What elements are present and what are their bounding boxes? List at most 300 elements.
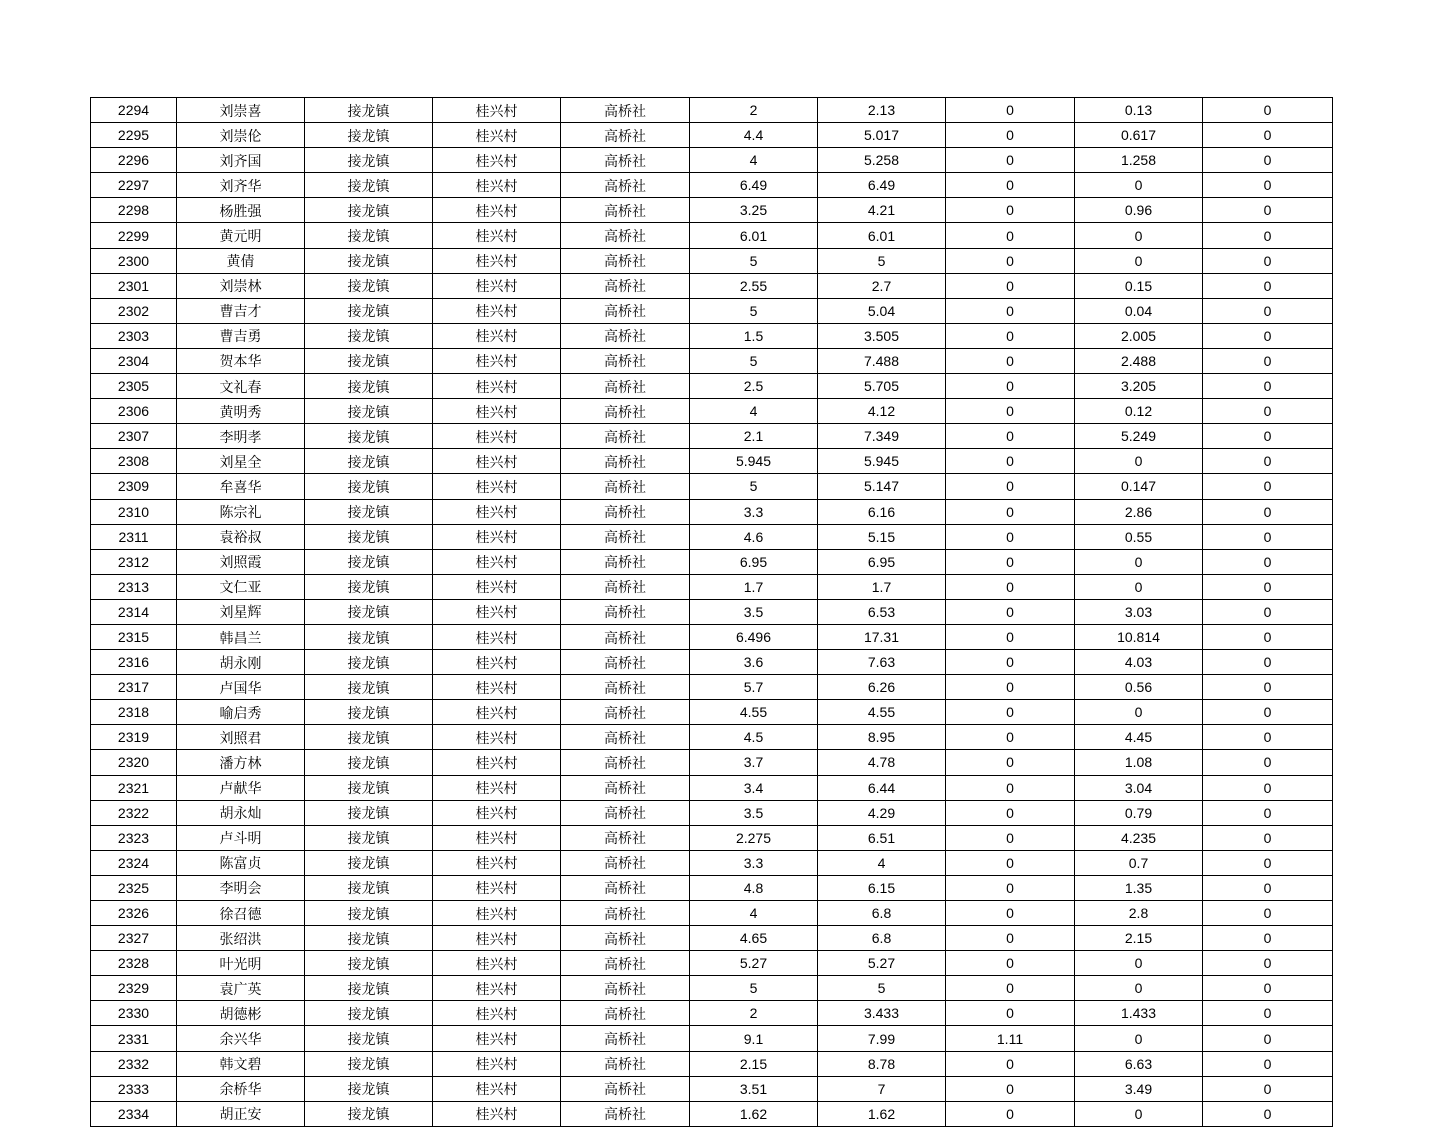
cell-value-e: 0 bbox=[1203, 750, 1333, 775]
cell-value-e: 0 bbox=[1203, 875, 1333, 900]
cell-group: 高桥社 bbox=[561, 273, 690, 298]
cell-value-b: 4.78 bbox=[818, 750, 946, 775]
cell-value-d: 0.79 bbox=[1075, 800, 1203, 825]
cell-value-e: 0 bbox=[1203, 248, 1333, 273]
table-row bbox=[91, 173, 1333, 198]
cell-village: 桂兴村 bbox=[433, 574, 561, 599]
cell-value-d: 0.56 bbox=[1075, 675, 1203, 700]
cell-group: 高桥社 bbox=[561, 775, 690, 800]
cell-name: 喻启秀 bbox=[177, 700, 305, 725]
cell-group: 高桥社 bbox=[561, 173, 690, 198]
cell-village: 桂兴村 bbox=[433, 173, 561, 198]
cell-value-a: 5 bbox=[690, 976, 818, 1001]
cell-value-c: 0 bbox=[946, 750, 1075, 775]
cell-value-c: 0 bbox=[946, 399, 1075, 424]
cell-village: 桂兴村 bbox=[433, 323, 561, 348]
cell-town: 接龙镇 bbox=[305, 775, 433, 800]
cell-town: 接龙镇 bbox=[305, 650, 433, 675]
cell-name: 李明孝 bbox=[177, 424, 305, 449]
cell-value-b: 7.63 bbox=[818, 650, 946, 675]
cell-row-number: 2312 bbox=[91, 549, 177, 574]
cell-group: 高桥社 bbox=[561, 323, 690, 348]
cell-value-c: 0 bbox=[946, 348, 1075, 373]
cell-value-d: 0.13 bbox=[1075, 98, 1203, 123]
cell-town: 接龙镇 bbox=[305, 223, 433, 248]
cell-value-c: 0 bbox=[946, 624, 1075, 649]
table-row bbox=[91, 123, 1333, 148]
cell-name: 张绍洪 bbox=[177, 926, 305, 951]
cell-value-b: 5.945 bbox=[818, 449, 946, 474]
cell-row-number: 2315 bbox=[91, 624, 177, 649]
cell-village: 桂兴村 bbox=[433, 725, 561, 750]
cell-value-c: 0 bbox=[946, 675, 1075, 700]
data-table bbox=[90, 97, 1333, 1127]
cell-town: 接龙镇 bbox=[305, 750, 433, 775]
cell-town: 接龙镇 bbox=[305, 800, 433, 825]
cell-town: 接龙镇 bbox=[305, 374, 433, 399]
cell-village: 桂兴村 bbox=[433, 223, 561, 248]
cell-value-e: 0 bbox=[1203, 273, 1333, 298]
cell-row-number: 2303 bbox=[91, 323, 177, 348]
cell-value-a: 4 bbox=[690, 148, 818, 173]
cell-town: 接龙镇 bbox=[305, 1001, 433, 1026]
table-row bbox=[91, 951, 1333, 976]
cell-group: 高桥社 bbox=[561, 148, 690, 173]
cell-value-b: 2.13 bbox=[818, 98, 946, 123]
cell-village: 桂兴村 bbox=[433, 800, 561, 825]
cell-name: 刘齐华 bbox=[177, 173, 305, 198]
cell-group: 高桥社 bbox=[561, 298, 690, 323]
cell-value-d: 2.8 bbox=[1075, 901, 1203, 926]
cell-town: 接龙镇 bbox=[305, 348, 433, 373]
cell-value-e: 0 bbox=[1203, 650, 1333, 675]
cell-value-d: 0 bbox=[1075, 1101, 1203, 1126]
cell-value-a: 6.95 bbox=[690, 549, 818, 574]
cell-value-a: 1.62 bbox=[690, 1101, 818, 1126]
cell-group: 高桥社 bbox=[561, 549, 690, 574]
cell-village: 桂兴村 bbox=[433, 1026, 561, 1051]
cell-group: 高桥社 bbox=[561, 1001, 690, 1026]
cell-town: 接龙镇 bbox=[305, 901, 433, 926]
cell-value-c: 0 bbox=[946, 1076, 1075, 1101]
cell-town: 接龙镇 bbox=[305, 926, 433, 951]
cell-name: 胡正安 bbox=[177, 1101, 305, 1126]
table-row bbox=[91, 298, 1333, 323]
cell-value-e: 0 bbox=[1203, 198, 1333, 223]
cell-name: 袁广英 bbox=[177, 976, 305, 1001]
cell-value-b: 6.44 bbox=[818, 775, 946, 800]
cell-value-a: 3.3 bbox=[690, 850, 818, 875]
cell-group: 高桥社 bbox=[561, 248, 690, 273]
cell-value-d: 0 bbox=[1075, 976, 1203, 1001]
cell-group: 高桥社 bbox=[561, 800, 690, 825]
cell-town: 接龙镇 bbox=[305, 499, 433, 524]
cell-row-number: 2314 bbox=[91, 599, 177, 624]
cell-town: 接龙镇 bbox=[305, 173, 433, 198]
cell-group: 高桥社 bbox=[561, 825, 690, 850]
table-row bbox=[91, 549, 1333, 574]
cell-value-c: 0 bbox=[946, 198, 1075, 223]
cell-village: 桂兴村 bbox=[433, 926, 561, 951]
cell-row-number: 2330 bbox=[91, 1001, 177, 1026]
cell-value-b: 4.12 bbox=[818, 399, 946, 424]
cell-group: 高桥社 bbox=[561, 976, 690, 1001]
cell-row-number: 2324 bbox=[91, 850, 177, 875]
cell-row-number: 2318 bbox=[91, 700, 177, 725]
cell-village: 桂兴村 bbox=[433, 1051, 561, 1076]
table-row bbox=[91, 650, 1333, 675]
cell-group: 高桥社 bbox=[561, 499, 690, 524]
cell-row-number: 2310 bbox=[91, 499, 177, 524]
cell-value-a: 4.6 bbox=[690, 524, 818, 549]
cell-value-a: 9.1 bbox=[690, 1026, 818, 1051]
table-row bbox=[91, 700, 1333, 725]
cell-value-a: 5 bbox=[690, 474, 818, 499]
cell-village: 桂兴村 bbox=[433, 348, 561, 373]
cell-value-c: 0 bbox=[946, 800, 1075, 825]
cell-value-e: 0 bbox=[1203, 850, 1333, 875]
cell-value-a: 3.7 bbox=[690, 750, 818, 775]
cell-town: 接龙镇 bbox=[305, 574, 433, 599]
cell-value-a: 4.8 bbox=[690, 875, 818, 900]
cell-value-a: 6.496 bbox=[690, 624, 818, 649]
cell-value-d: 2.86 bbox=[1075, 499, 1203, 524]
cell-value-b: 6.16 bbox=[818, 499, 946, 524]
cell-town: 接龙镇 bbox=[305, 875, 433, 900]
table-row bbox=[91, 98, 1333, 123]
cell-value-a: 4 bbox=[690, 901, 818, 926]
cell-name: 陈富贞 bbox=[177, 850, 305, 875]
cell-value-a: 3.25 bbox=[690, 198, 818, 223]
cell-value-e: 0 bbox=[1203, 1026, 1333, 1051]
cell-value-c: 0 bbox=[946, 298, 1075, 323]
table-row bbox=[91, 750, 1333, 775]
cell-name: 刘星全 bbox=[177, 449, 305, 474]
cell-value-e: 0 bbox=[1203, 399, 1333, 424]
cell-name: 刘星辉 bbox=[177, 599, 305, 624]
table-row bbox=[91, 1001, 1333, 1026]
cell-group: 高桥社 bbox=[561, 424, 690, 449]
cell-value-a: 2.15 bbox=[690, 1051, 818, 1076]
cell-group: 高桥社 bbox=[561, 348, 690, 373]
cell-village: 桂兴村 bbox=[433, 1101, 561, 1126]
cell-value-e: 0 bbox=[1203, 926, 1333, 951]
cell-value-d: 3.04 bbox=[1075, 775, 1203, 800]
cell-name: 曹吉勇 bbox=[177, 323, 305, 348]
cell-name: 韩文碧 bbox=[177, 1051, 305, 1076]
cell-value-d: 6.63 bbox=[1075, 1051, 1203, 1076]
cell-name: 徐召德 bbox=[177, 901, 305, 926]
cell-value-d: 0 bbox=[1075, 173, 1203, 198]
cell-row-number: 2316 bbox=[91, 650, 177, 675]
cell-name: 黄元明 bbox=[177, 223, 305, 248]
cell-value-a: 4.55 bbox=[690, 700, 818, 725]
cell-value-b: 5.04 bbox=[818, 298, 946, 323]
cell-name: 卢献华 bbox=[177, 775, 305, 800]
cell-value-b: 6.01 bbox=[818, 223, 946, 248]
table-row bbox=[91, 976, 1333, 1001]
cell-group: 高桥社 bbox=[561, 926, 690, 951]
cell-town: 接龙镇 bbox=[305, 1101, 433, 1126]
cell-village: 桂兴村 bbox=[433, 901, 561, 926]
cell-row-number: 2327 bbox=[91, 926, 177, 951]
cell-value-b: 2.7 bbox=[818, 273, 946, 298]
cell-value-d: 0 bbox=[1075, 700, 1203, 725]
cell-name: 卢国华 bbox=[177, 675, 305, 700]
cell-town: 接龙镇 bbox=[305, 725, 433, 750]
cell-value-c: 0 bbox=[946, 599, 1075, 624]
cell-row-number: 2321 bbox=[91, 775, 177, 800]
cell-value-e: 0 bbox=[1203, 775, 1333, 800]
cell-group: 高桥社 bbox=[561, 650, 690, 675]
cell-value-c: 0 bbox=[946, 875, 1075, 900]
cell-village: 桂兴村 bbox=[433, 825, 561, 850]
cell-value-b: 3.433 bbox=[818, 1001, 946, 1026]
table-row bbox=[91, 1026, 1333, 1051]
table-row bbox=[91, 323, 1333, 348]
cell-value-c: 0 bbox=[946, 273, 1075, 298]
cell-group: 高桥社 bbox=[561, 474, 690, 499]
cell-value-a: 3.6 bbox=[690, 650, 818, 675]
cell-value-c: 0 bbox=[946, 825, 1075, 850]
cell-name: 胡永刚 bbox=[177, 650, 305, 675]
cell-value-e: 0 bbox=[1203, 574, 1333, 599]
cell-value-b: 6.49 bbox=[818, 173, 946, 198]
cell-value-a: 2.5 bbox=[690, 374, 818, 399]
cell-value-e: 0 bbox=[1203, 901, 1333, 926]
cell-group: 高桥社 bbox=[561, 449, 690, 474]
cell-value-b: 5.705 bbox=[818, 374, 946, 399]
cell-value-e: 0 bbox=[1203, 449, 1333, 474]
cell-name: 刘崇伦 bbox=[177, 123, 305, 148]
cell-value-a: 2 bbox=[690, 1001, 818, 1026]
cell-group: 高桥社 bbox=[561, 599, 690, 624]
cell-value-b: 6.53 bbox=[818, 599, 946, 624]
cell-value-e: 0 bbox=[1203, 173, 1333, 198]
cell-name: 刘照君 bbox=[177, 725, 305, 750]
cell-value-e: 0 bbox=[1203, 675, 1333, 700]
cell-town: 接龙镇 bbox=[305, 624, 433, 649]
cell-row-number: 2305 bbox=[91, 374, 177, 399]
cell-value-e: 0 bbox=[1203, 499, 1333, 524]
cell-village: 桂兴村 bbox=[433, 675, 561, 700]
cell-value-c: 0 bbox=[946, 223, 1075, 248]
cell-name: 卢斗明 bbox=[177, 825, 305, 850]
cell-value-d: 2.15 bbox=[1075, 926, 1203, 951]
cell-value-d: 3.49 bbox=[1075, 1076, 1203, 1101]
cell-value-b: 7.349 bbox=[818, 424, 946, 449]
cell-row-number: 2306 bbox=[91, 399, 177, 424]
cell-village: 桂兴村 bbox=[433, 399, 561, 424]
cell-name: 刘照霞 bbox=[177, 549, 305, 574]
cell-value-d: 4.45 bbox=[1075, 725, 1203, 750]
cell-value-a: 5.27 bbox=[690, 951, 818, 976]
cell-value-e: 0 bbox=[1203, 323, 1333, 348]
cell-value-b: 6.51 bbox=[818, 825, 946, 850]
cell-town: 接龙镇 bbox=[305, 700, 433, 725]
cell-value-b: 7.488 bbox=[818, 348, 946, 373]
cell-town: 接龙镇 bbox=[305, 248, 433, 273]
cell-value-c: 0 bbox=[946, 374, 1075, 399]
cell-value-c: 0 bbox=[946, 499, 1075, 524]
cell-town: 接龙镇 bbox=[305, 1076, 433, 1101]
table-row bbox=[91, 474, 1333, 499]
cell-name: 余兴华 bbox=[177, 1026, 305, 1051]
cell-value-b: 6.95 bbox=[818, 549, 946, 574]
cell-group: 高桥社 bbox=[561, 574, 690, 599]
table-row bbox=[91, 524, 1333, 549]
cell-value-e: 0 bbox=[1203, 123, 1333, 148]
cell-value-d: 2.005 bbox=[1075, 323, 1203, 348]
cell-name: 余桥华 bbox=[177, 1076, 305, 1101]
cell-village: 桂兴村 bbox=[433, 424, 561, 449]
cell-town: 接龙镇 bbox=[305, 524, 433, 549]
table-row bbox=[91, 449, 1333, 474]
cell-value-a: 3.4 bbox=[690, 775, 818, 800]
cell-value-c: 1.11 bbox=[946, 1026, 1075, 1051]
cell-row-number: 2323 bbox=[91, 825, 177, 850]
cell-village: 桂兴村 bbox=[433, 198, 561, 223]
cell-group: 高桥社 bbox=[561, 524, 690, 549]
cell-value-c: 0 bbox=[946, 725, 1075, 750]
cell-town: 接龙镇 bbox=[305, 474, 433, 499]
cell-town: 接龙镇 bbox=[305, 148, 433, 173]
cell-row-number: 2331 bbox=[91, 1026, 177, 1051]
cell-value-a: 1.7 bbox=[690, 574, 818, 599]
cell-value-c: 0 bbox=[946, 474, 1075, 499]
cell-value-d: 0 bbox=[1075, 951, 1203, 976]
cell-village: 桂兴村 bbox=[433, 875, 561, 900]
cell-value-b: 4.21 bbox=[818, 198, 946, 223]
cell-value-e: 0 bbox=[1203, 624, 1333, 649]
cell-value-e: 0 bbox=[1203, 1101, 1333, 1126]
cell-value-d: 4.235 bbox=[1075, 825, 1203, 850]
cell-value-b: 6.15 bbox=[818, 875, 946, 900]
cell-value-b: 6.26 bbox=[818, 675, 946, 700]
cell-value-a: 6.49 bbox=[690, 173, 818, 198]
cell-name: 刘崇喜 bbox=[177, 98, 305, 123]
cell-row-number: 2302 bbox=[91, 298, 177, 323]
cell-value-e: 0 bbox=[1203, 976, 1333, 1001]
cell-value-c: 0 bbox=[946, 951, 1075, 976]
cell-value-d: 0.96 bbox=[1075, 198, 1203, 223]
cell-village: 桂兴村 bbox=[433, 976, 561, 1001]
cell-value-d: 3.205 bbox=[1075, 374, 1203, 399]
cell-value-b: 6.8 bbox=[818, 926, 946, 951]
cell-value-b: 8.78 bbox=[818, 1051, 946, 1076]
cell-group: 高桥社 bbox=[561, 1026, 690, 1051]
table-row bbox=[91, 374, 1333, 399]
cell-value-d: 0.55 bbox=[1075, 524, 1203, 549]
table-row bbox=[91, 599, 1333, 624]
cell-village: 桂兴村 bbox=[433, 98, 561, 123]
cell-name: 牟喜华 bbox=[177, 474, 305, 499]
cell-row-number: 2295 bbox=[91, 123, 177, 148]
table-row bbox=[91, 273, 1333, 298]
cell-group: 高桥社 bbox=[561, 98, 690, 123]
cell-name: 文礼春 bbox=[177, 374, 305, 399]
cell-town: 接龙镇 bbox=[305, 976, 433, 1001]
cell-value-b: 7 bbox=[818, 1076, 946, 1101]
cell-row-number: 2309 bbox=[91, 474, 177, 499]
cell-town: 接龙镇 bbox=[305, 123, 433, 148]
cell-value-d: 0.04 bbox=[1075, 298, 1203, 323]
cell-row-number: 2320 bbox=[91, 750, 177, 775]
cell-village: 桂兴村 bbox=[433, 1076, 561, 1101]
cell-value-d: 3.03 bbox=[1075, 599, 1203, 624]
cell-name: 李明会 bbox=[177, 875, 305, 900]
cell-name: 陈宗礼 bbox=[177, 499, 305, 524]
cell-row-number: 2329 bbox=[91, 976, 177, 1001]
cell-town: 接龙镇 bbox=[305, 98, 433, 123]
cell-town: 接龙镇 bbox=[305, 298, 433, 323]
cell-name: 文仁亚 bbox=[177, 574, 305, 599]
cell-town: 接龙镇 bbox=[305, 675, 433, 700]
cell-village: 桂兴村 bbox=[433, 850, 561, 875]
cell-group: 高桥社 bbox=[561, 1101, 690, 1126]
cell-village: 桂兴村 bbox=[433, 650, 561, 675]
cell-value-c: 0 bbox=[946, 323, 1075, 348]
cell-value-b: 5.15 bbox=[818, 524, 946, 549]
cell-value-b: 5 bbox=[818, 248, 946, 273]
cell-village: 桂兴村 bbox=[433, 700, 561, 725]
table-row bbox=[91, 725, 1333, 750]
cell-value-b: 5.147 bbox=[818, 474, 946, 499]
cell-name: 叶光明 bbox=[177, 951, 305, 976]
cell-village: 桂兴村 bbox=[433, 248, 561, 273]
cell-value-a: 5 bbox=[690, 248, 818, 273]
cell-value-a: 3.3 bbox=[690, 499, 818, 524]
cell-row-number: 2325 bbox=[91, 875, 177, 900]
cell-name: 黄倩 bbox=[177, 248, 305, 273]
cell-value-b: 1.62 bbox=[818, 1101, 946, 1126]
table-row bbox=[91, 198, 1333, 223]
cell-group: 高桥社 bbox=[561, 223, 690, 248]
cell-value-d: 1.258 bbox=[1075, 148, 1203, 173]
cell-village: 桂兴村 bbox=[433, 624, 561, 649]
cell-value-e: 0 bbox=[1203, 374, 1333, 399]
cell-value-d: 1.08 bbox=[1075, 750, 1203, 775]
cell-value-a: 2.55 bbox=[690, 273, 818, 298]
cell-group: 高桥社 bbox=[561, 675, 690, 700]
cell-row-number: 2313 bbox=[91, 574, 177, 599]
cell-name: 刘齐国 bbox=[177, 148, 305, 173]
cell-value-e: 0 bbox=[1203, 1001, 1333, 1026]
cell-value-d: 0.147 bbox=[1075, 474, 1203, 499]
cell-value-e: 0 bbox=[1203, 700, 1333, 725]
cell-value-e: 0 bbox=[1203, 223, 1333, 248]
cell-value-a: 6.01 bbox=[690, 223, 818, 248]
cell-group: 高桥社 bbox=[561, 725, 690, 750]
cell-row-number: 2311 bbox=[91, 524, 177, 549]
cell-value-e: 0 bbox=[1203, 825, 1333, 850]
cell-value-e: 0 bbox=[1203, 1076, 1333, 1101]
cell-value-e: 0 bbox=[1203, 474, 1333, 499]
cell-value-a: 5.7 bbox=[690, 675, 818, 700]
cell-row-number: 2299 bbox=[91, 223, 177, 248]
cell-village: 桂兴村 bbox=[433, 374, 561, 399]
cell-name: 曹吉才 bbox=[177, 298, 305, 323]
cell-town: 接龙镇 bbox=[305, 323, 433, 348]
cell-value-e: 0 bbox=[1203, 800, 1333, 825]
cell-town: 接龙镇 bbox=[305, 399, 433, 424]
cell-village: 桂兴村 bbox=[433, 148, 561, 173]
cell-row-number: 2300 bbox=[91, 248, 177, 273]
cell-value-b: 4 bbox=[818, 850, 946, 875]
cell-value-e: 0 bbox=[1203, 98, 1333, 123]
cell-value-c: 0 bbox=[946, 926, 1075, 951]
cell-row-number: 2304 bbox=[91, 348, 177, 373]
